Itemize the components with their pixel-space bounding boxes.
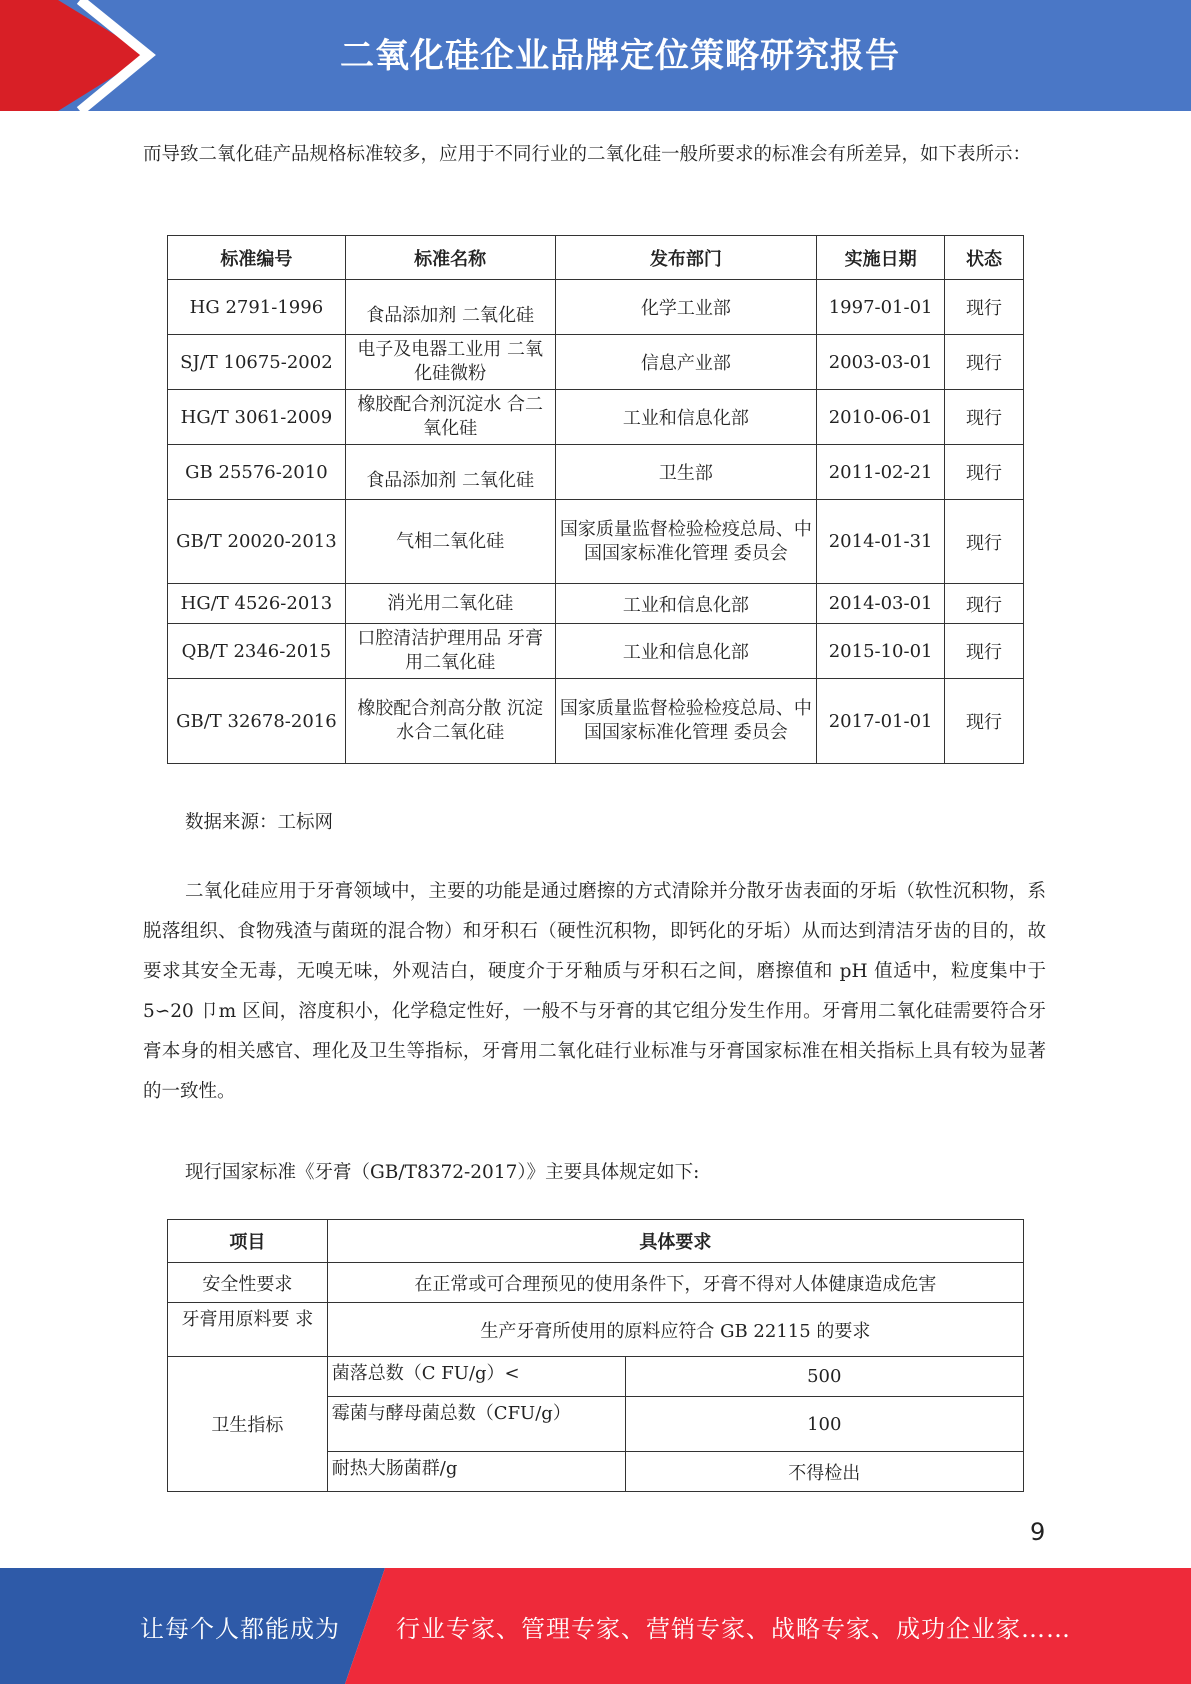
cell-date: 2003-03-01 [817,335,945,390]
cell-status: 现行 [945,445,1024,500]
requirements-table [167,1219,1024,1492]
table-row [168,679,1024,764]
table-row [168,1357,1024,1397]
cell-status: 现行 [945,335,1024,390]
footer-slogan-right: 行业专家、管理专家、营销专家、战略专家、成功企业家…… [396,1614,1071,1643]
cell-code: HG 2791-1996 [168,280,346,335]
cell-hygiene-item: 耐热大肠菌群/g [327,1452,625,1492]
report-title: 二氧化硅企业品牌定位策略研究报告 [340,35,900,76]
cell-date: 2014-03-01 [817,584,945,624]
cell-material-value: 生产牙膏所使用的原料应符合 GB 22115 的要求 [327,1303,1023,1357]
cell-code: GB/T 32678-2016 [168,679,346,764]
cell-name: 食品添加剂 二氧化硅 [345,445,555,500]
header-standard-code: 标准编号 [168,236,346,280]
header-effective-date: 实施日期 [817,236,945,280]
page-number: 9 [1030,1518,1046,1546]
cell-hygiene-item: 霉菌与酵母菌总数（CFU/g） [327,1397,625,1452]
cell-publisher: 信息产业部 [555,335,817,390]
table-row [168,584,1024,624]
cell-code: HG/T 3061-2009 [168,390,346,445]
header-item: 项目 [168,1220,328,1263]
table-row [168,1263,1024,1303]
body-paragraph: 二氧化硅应用于牙膏领域中，主要的功能是通过磨擦的方式清除并分散牙齿表面的牙垢（软性沉积物，系脱落组织、食物残渣与菌斑的混合物）和牙积石（硬性沉积物，即钙化的牙垢）从而达到清洁牙齿的目的，故要求其安全无毒，无嗅无味，外观洁白，硬度介于牙釉质与牙积石之间，磨擦值和 pH 值适中，粒度集中于 5∽20 卩m 区间，溶度积小，化学稳定性好，一般不与牙膏的其它组分发生作用。牙膏用二氧化硅需要符合牙膏本身的相关感官、理化及卫生等指标，牙膏用二氧化硅行业标准与牙膏国家标准在相关指标上具有较为显著的一致性。 [143,881,1046,1102]
data-source: 数据来源：工标网 [185,812,334,833]
cell-status: 现行 [945,390,1024,445]
cell-date: 2017-01-01 [817,679,945,764]
cell-date: 2011-02-21 [817,445,945,500]
table-row [168,500,1024,584]
page-footer [0,1568,1191,1684]
cell-name: 气相二氧化硅 [345,500,555,584]
cell-publisher: 国家质量监督检验检疫总局、中国国家标准化管理 委员会 [555,500,817,584]
table-row [168,280,1024,335]
cell-name: 橡胶配合剂沉淀水 合二氧化硅 [345,390,555,445]
table-row [168,624,1024,679]
header-status: 状态 [945,236,1024,280]
cell-date: 2014-01-31 [817,500,945,584]
table-row [168,445,1024,500]
cell-date: 1997-01-01 [817,280,945,335]
cell-date: 2015-10-01 [817,624,945,679]
cell-hygiene-value: 100 [625,1397,1024,1452]
cell-date: 2010-06-01 [817,390,945,445]
cell-status: 现行 [945,624,1024,679]
table-row [168,390,1024,445]
cell-code: SJ/T 10675-2002 [168,335,346,390]
cell-publisher: 国家质量监督检验检疫总局、中国国家标准化管理 委员会 [555,679,817,764]
table-row [168,335,1024,390]
cell-safety-value: 在正常或可合理预见的使用条件下，牙膏不得对人体健康造成危害 [327,1263,1023,1303]
cell-name: 橡胶配合剂高分散 沉淀水合二氧化硅 [345,679,555,764]
header-publisher: 发布部门 [555,236,817,280]
cell-hygiene-item: 菌落总数（C FU/g）< [327,1357,625,1397]
cell-status: 现行 [945,280,1024,335]
table-header-row [168,236,1024,280]
cell-status: 现行 [945,679,1024,764]
cell-publisher: 工业和信息化部 [555,390,817,445]
cell-code: QB/T 2346-2015 [168,624,346,679]
cell-code: GB 25576-2010 [168,445,346,500]
cell-status: 现行 [945,500,1024,584]
cell-name: 电子及电器工业用 二氧化硅微粉 [345,335,555,390]
cell-publisher: 卫生部 [555,445,817,500]
standards-table [167,235,1024,764]
cell-publisher: 化学工业部 [555,280,817,335]
table-header-row [168,1220,1024,1263]
cell-hygiene-label: 卫生指标 [168,1357,328,1492]
cell-safety-label: 安全性要求 [168,1263,328,1303]
page-header [0,0,1191,111]
cell-publisher: 工业和信息化部 [555,584,817,624]
header-standard-name: 标准名称 [345,236,555,280]
standard-intro: 现行国家标准《牙膏（GB/T8372-2017）》主要具体规定如下: [185,1162,700,1183]
cell-hygiene-value: 不得检出 [625,1452,1024,1492]
cell-name: 消光用二氧化硅 [345,584,555,624]
cell-name: 食品添加剂 二氧化硅 [345,280,555,335]
table-row [168,1303,1024,1357]
header-red-chevron [0,0,148,111]
cell-status: 现行 [945,584,1024,624]
footer-slogan-left: 让每个人都能成为 [140,1614,340,1643]
cell-material-label: 牙膏用原料要 求 [168,1303,328,1357]
cell-publisher: 工业和信息化部 [555,624,817,679]
cell-hygiene-value: 500 [625,1357,1024,1397]
intro-paragraph: 而导致二氧化硅产品规格标准较多，应用于不同行业的二氧化硅一般所要求的标准会有所差异，如下表所示： [143,144,1032,165]
cell-name: 口腔清洁护理用品 牙膏用二氧化硅 [345,624,555,679]
cell-code: GB/T 20020-2013 [168,500,346,584]
header-requirement: 具体要求 [327,1220,1023,1263]
cell-code: HG/T 4526-2013 [168,584,346,624]
